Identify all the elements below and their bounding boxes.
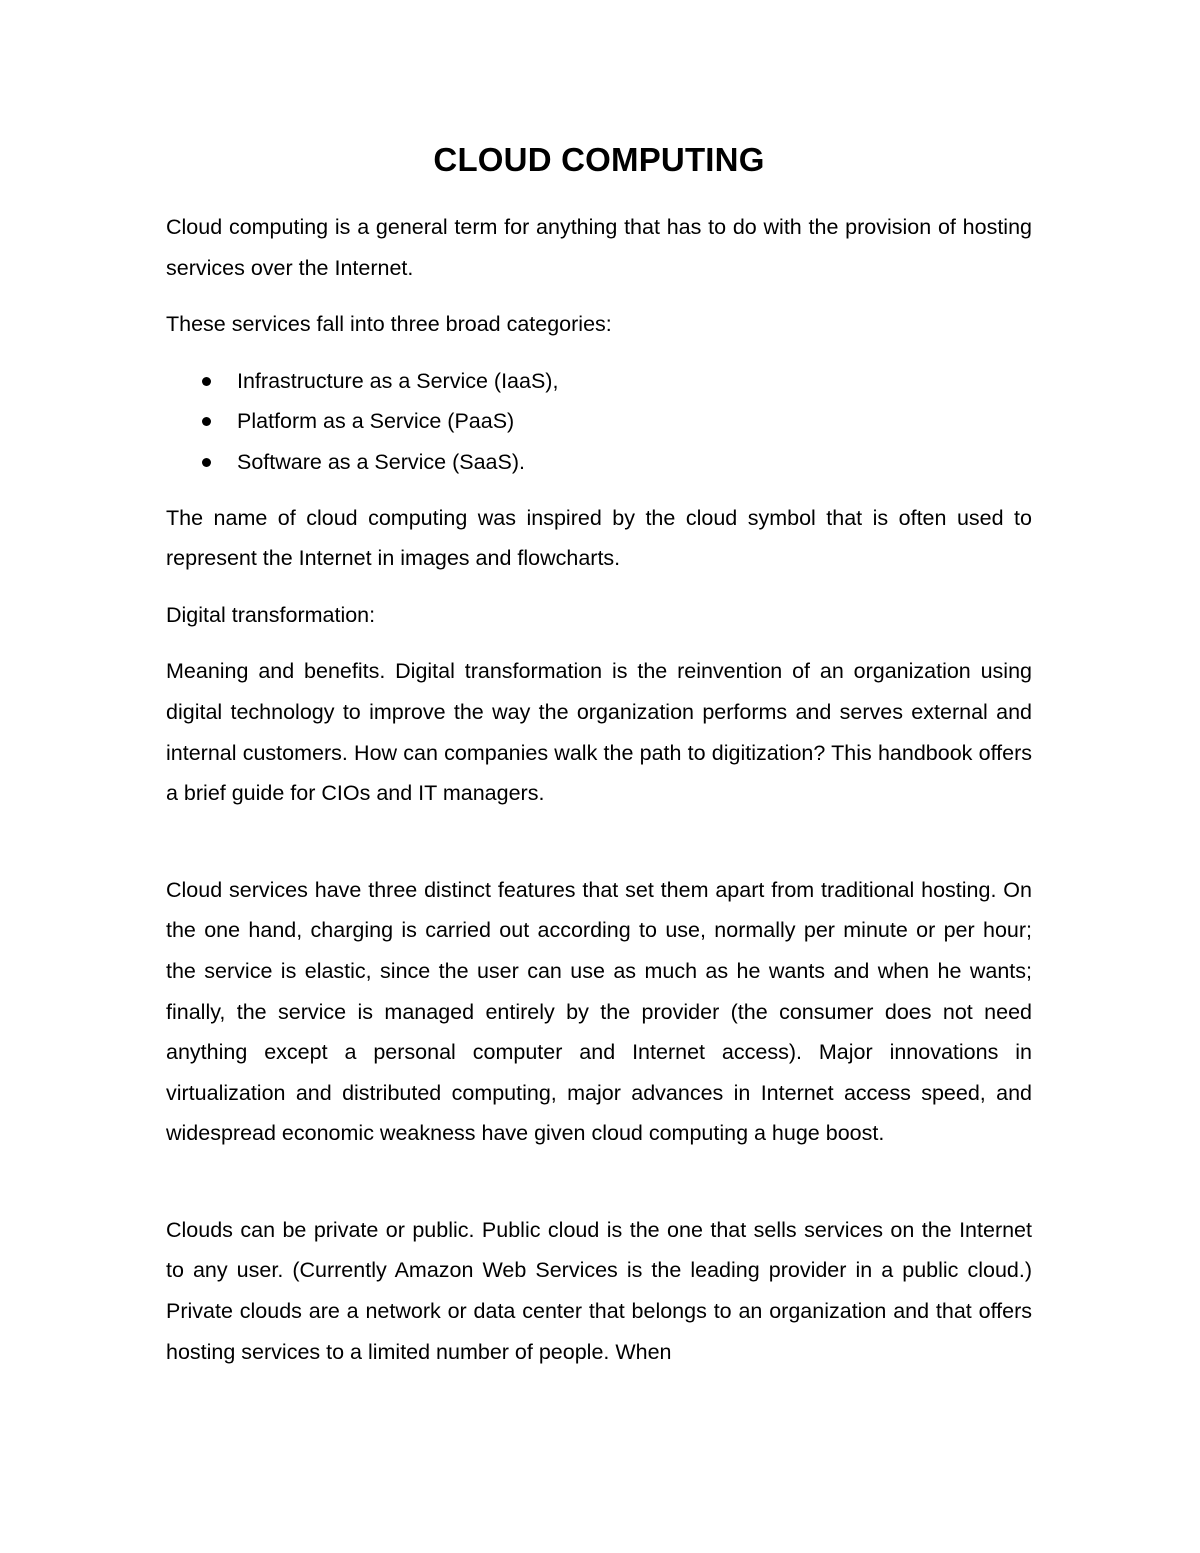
document-body xyxy=(166,138,1032,1388)
bullet-icon xyxy=(202,417,211,426)
digital-transformation-paragraph: Meaning and benefits. Digital transformation is the reinvention of an organization using digital technology to improve the way the organization performs and serves external and internal customers. How can companies walk the path to digitization? This handbook offers a brief guide for CIOs and IT managers. xyxy=(166,659,1032,806)
cloud-features-paragraph: Cloud services have three distinct features that set them apart from traditional hosting. On the one hand, charging is carried out according to use, normally per minute or per hour; the service is elastic, since the user can use as much as he wants and when he wants; finally, the service is managed entirely by the provider (the consumer does not need anything except a personal computer and Internet access). Major innovations in virtualization and distributed computing, major advances in Internet access speed, and widespread economic weakness have given cloud computing a huge boost. xyxy=(166,877,1032,1146)
list-item-text: Software as a Service (SaaS). xyxy=(237,449,525,474)
categories-list xyxy=(166,361,1032,483)
list-item xyxy=(166,442,1032,483)
categories-lead: These services fall into three broad categories: xyxy=(166,312,612,337)
list-item xyxy=(166,361,1032,402)
page-title: CLOUD COMPUTING xyxy=(433,141,765,178)
name-origin-paragraph: The name of cloud computing was inspired by the cloud symbol that is often used to represent the Internet in images and flowcharts. xyxy=(166,505,1032,571)
list-item-text: Platform as a Service (PaaS) xyxy=(237,409,515,434)
cloud-types-paragraph: Clouds can be private or public. Public cloud is the one that sells services on the Internet to any user. (Currently Amazon Web Services is the leading provider in a public cloud.) Private clouds are a network or data center that belongs to an organization and that offers hosting services to a limited number of people. When xyxy=(166,1217,1032,1364)
list-item-text: Infrastructure as a Service (IaaS), xyxy=(237,368,559,393)
list-item xyxy=(166,401,1032,442)
digital-transformation-heading: Digital transformation: xyxy=(166,602,376,627)
bullet-icon xyxy=(202,458,211,467)
bullet-icon xyxy=(202,377,211,386)
intro-paragraph: Cloud computing is a general term for anything that has to do with the provision of hosting services over the Internet. xyxy=(166,215,1032,280)
